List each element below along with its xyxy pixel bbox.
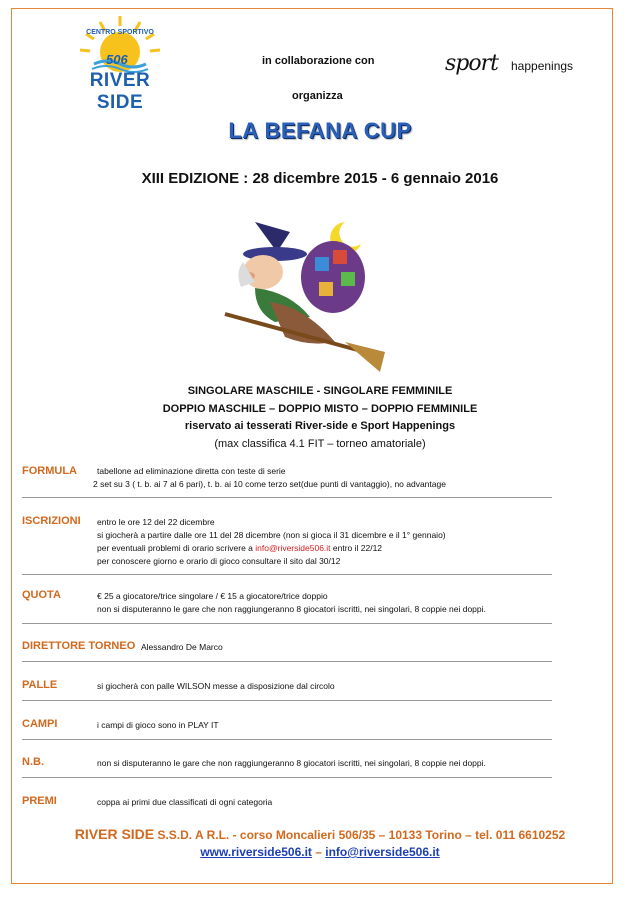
palle-label: PALLE xyxy=(22,679,58,691)
sport-happenings-logo xyxy=(445,45,595,85)
footer-address-text: S.S.D. A R.L. - corso Moncalieri 506/35 – 10133 Torino – tel. 011 6610252 xyxy=(154,828,566,842)
collab-text: in collaborazione con xyxy=(262,55,375,67)
campi-text: i campi di gioco sono in PLAY IT xyxy=(97,720,219,730)
iscrizioni-label: ISCRIZIONI xyxy=(22,515,81,527)
categories-singles: SINGOLARE MASCHILE - SINGOLARE FEMMINILE xyxy=(187,385,453,397)
direttore-text: Alessandro De Marco xyxy=(141,642,223,652)
quota-line-1: € 25 a giocatore/trice singolare / € 15 a giocatore/trice doppio xyxy=(97,591,328,601)
divider xyxy=(22,739,552,740)
categories-ranking: (max classifica 4.1 FIT – torneo amatoriale) xyxy=(214,437,426,450)
divider xyxy=(22,661,552,662)
iscrizioni-line-2: si giocherà a partire dalle ore 11 del 28 dicembre (non si gioca il 31 dicembre e il 1° gennaio) xyxy=(97,530,446,540)
river-side-logo xyxy=(70,12,170,113)
organizza-text: organizza xyxy=(292,90,343,102)
divider xyxy=(22,700,552,701)
divider xyxy=(22,497,552,498)
logo-sport-word: sport xyxy=(445,51,498,76)
quota-line-2: non si disputeranno le gare che non raggiungeranno 8 giocatori iscritti, nei singolari, 8 coppie nei doppi. xyxy=(97,604,486,614)
categories-eligibility: riservato ai tesserati River-side e Sport Happenings xyxy=(184,420,456,432)
logo-number: 506 xyxy=(106,52,128,67)
premi-label: PREMI xyxy=(22,795,57,807)
formula-label: FORMULA xyxy=(22,465,77,477)
iscrizioni-line-4: per conoscere giorno e orario di gioco consultare il sito dal 30/12 xyxy=(97,556,341,566)
formula-line-1: tabellone ad eliminazione diretta con teste di serie xyxy=(97,466,286,476)
campi-label: CAMPI xyxy=(22,718,58,730)
quota-label: QUOTA xyxy=(22,589,61,601)
page-title: LA BEFANA CUP xyxy=(228,118,412,143)
iscrizioni-line-3-pre: per eventuali problemi di orario scrivere a xyxy=(97,543,256,553)
divider xyxy=(22,574,552,575)
palle-text: si giocherà con palle WILSON messe a disposizione dal circolo xyxy=(97,681,335,691)
logo-happenings-word: happenings xyxy=(511,59,574,73)
categories-block xyxy=(0,383,640,453)
footer-brand: RIVER SIDE xyxy=(74,826,155,842)
iscrizioni-line-1: entro le ore 12 del 22 dicembre xyxy=(97,517,215,527)
website-link[interactable]: www.riverside506.it xyxy=(200,845,312,859)
formula-line-2: 2 set su 3 ( t. b. ai 7 al 6 pari), t. b. ai 10 come terzo set(due punti di vantaggio), no advantage xyxy=(93,479,446,489)
footer-address xyxy=(0,826,640,842)
divider xyxy=(22,777,552,778)
logo-name: RIVER SIDE xyxy=(89,70,151,113)
iscrizioni-line-3-post: entro il 22/12 xyxy=(330,543,383,553)
footer-separator: – xyxy=(311,845,326,859)
iscrizioni-line-3 xyxy=(97,542,382,555)
contact-email-link[interactable]: info@riverside506.it xyxy=(255,543,331,553)
categories-doubles: DOPPIO MASCHILE – DOPPIO MISTO – DOPPIO FEMMINILE xyxy=(162,402,478,415)
footer-links xyxy=(0,845,640,859)
premi-text: coppa ai primi due classificati di ogni categoria xyxy=(97,797,273,807)
edition-subtitle: XIII EDIZIONE : 28 dicembre 2015 - 6 gennaio 2016 xyxy=(141,170,499,187)
footer-email-link[interactable]: info@riverside506.it xyxy=(325,845,440,859)
direttore-label: DIRETTORE TORNEO xyxy=(22,640,136,652)
nb-text: non si disputeranno le gare che non raggiungeranno 8 giocatori iscritti, nei singolari, 8 coppie nei doppi. xyxy=(97,758,486,768)
befana-witch-illustration xyxy=(215,202,390,377)
nb-label: N.B. xyxy=(22,756,44,768)
svg-text:CENTRO SPORTIVO: CENTRO SPORTIVO xyxy=(86,29,154,36)
divider xyxy=(22,623,552,624)
